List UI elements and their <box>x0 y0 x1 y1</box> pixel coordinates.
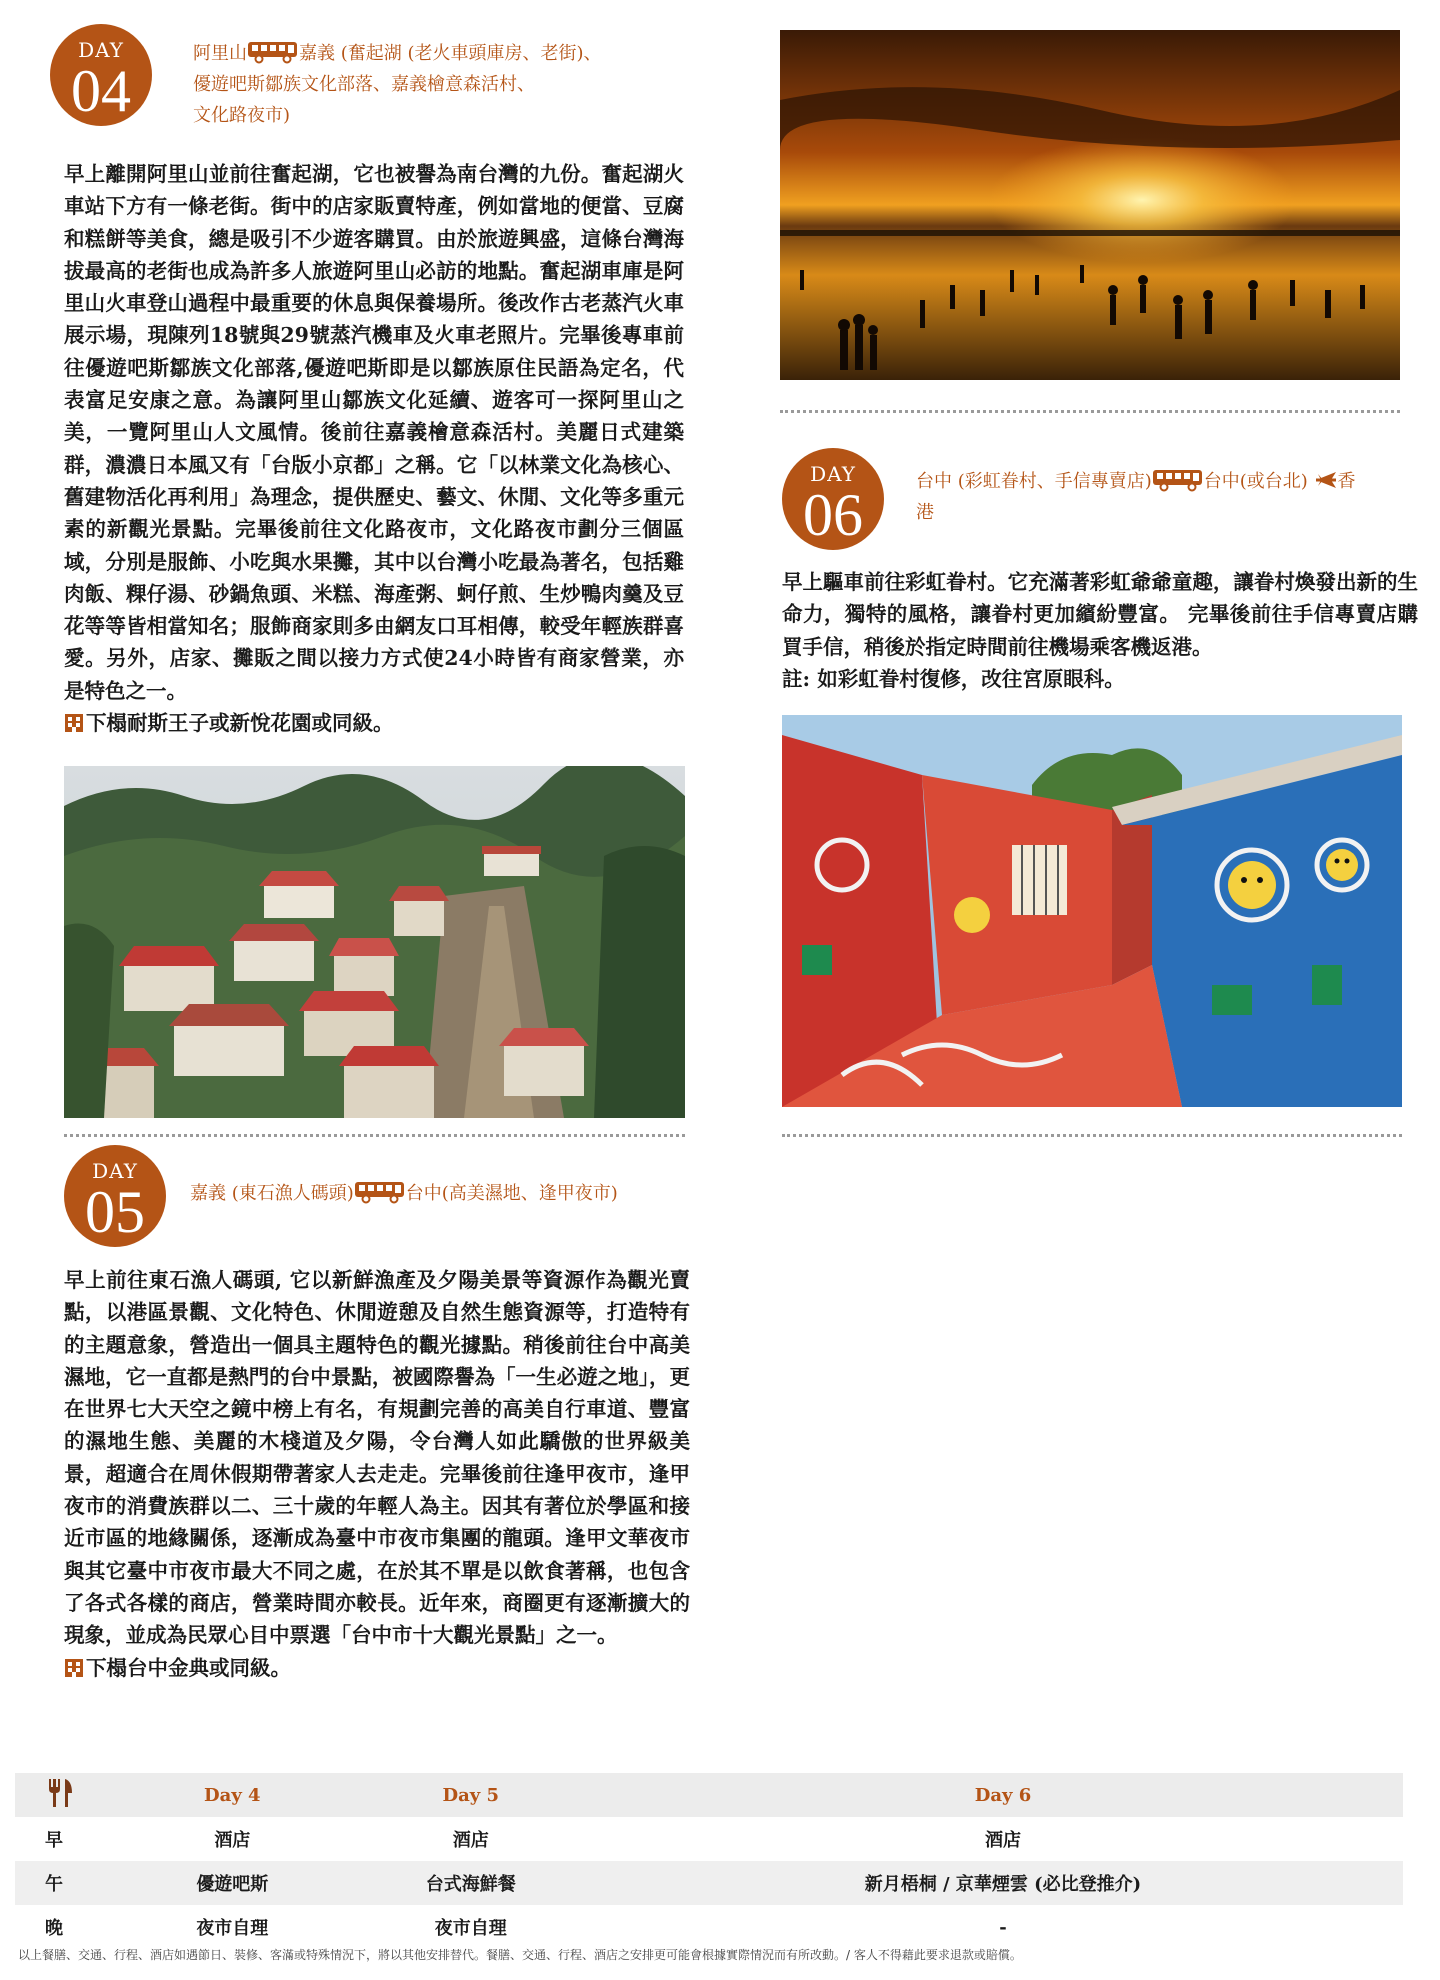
bus-icon <box>1152 468 1204 492</box>
day5-route-to: 台中(高美濕地、逢甲夜市) <box>405 1183 618 1204</box>
meal-cell: 酒店 <box>452 1830 489 1851</box>
day4-route-line2: 優遊吧斯鄒族文化部落、嘉義檜意森活村、 <box>193 74 535 95</box>
meal-cell: 夜市自理 <box>434 1918 507 1939</box>
meal-cell: 夜市自理 <box>196 1918 269 1939</box>
day6-badge <box>782 448 884 550</box>
airplane-icon <box>1314 469 1338 491</box>
meals-row-dinner <box>15 1905 1403 1949</box>
day4-route <box>193 38 663 131</box>
gaomei-sunset-photo <box>780 30 1400 380</box>
meals-table <box>15 1773 1403 1949</box>
day5-body: 早上前往東石漁人碼頭, 它以新鮮漁產及夕陽美景等資源作為觀光賣點，以港區景觀、文化特色、休閒遊憩及自然生態資源等，打造特有的主題意象，營造出一個具主題特色的觀光據點。稍後前往台中高美濕地，它一直都是熱門的台中景點，被國際譽為「一生必遊之地」，更在世界七大天空之鏡中榜上有名，有規劃完善的高美自行車道、豐富的濕地生態、美麗的木棧道及夕陽，令台灣人如此驕傲的世界級美景，超適合在周休假期帶著家人去走走。完畢後前往逢甲夜市，逢甲夜市的消費族群以二、三十歲的年輕人為主。因其有著位於學區和接近市區的地緣關係，逐漸成為臺中市夜市集團的龍頭。逢甲文華夜市與其它臺中市夜市最大不同之處，在於其不單是以飲食著稱，也包含了各式各樣的商店，營業時間亦較長。近年來，商圈更有逐漸擴大的現象，並成為民眾心目中票選「台中市十大觀光景點」之一。 <box>64 1268 690 1648</box>
meal-label: 午 <box>15 1861 126 1905</box>
day5-badge <box>64 1145 166 1247</box>
meals-header-day6: Day 6 <box>603 1773 1403 1817</box>
footnote: 以上餐膳、交通、行程、酒店如遇節日、裝修、客滿或特殊情況下，將以其他安排替代。餐膳、交通、行程、酒店之安排更可能會根據實際情況而有所改動。/ 客人不得藉此要求退款或賠償。 <box>18 1948 1022 1962</box>
day4-description <box>64 158 684 739</box>
day5-hotel-line <box>64 1652 690 1684</box>
meals-row-lunch <box>15 1861 1403 1905</box>
meals-header-row <box>15 1773 1403 1817</box>
meal-cell: - <box>999 1916 1007 1938</box>
day4-body: 早上離開阿里山並前往奮起湖，它也被譽為南台灣的九份。奮起湖火車站下方有一條老街。街中的店家販賣特產，例如當地的便當、豆腐和糕餅等美食，總是吸引不少遊客購買。由於旅遊興盛，這條台灣海拔最高的老街也成為許多人旅遊阿里山必訪的地點。奮起湖車庫是阿里山火車登山過程中最重要的休息與保養場所。後改作古老蒸汽火車展示場，現陳列18號與29號蒸汽機車及火車老照片。完畢後專車前往優遊吧斯鄒族文化部落,優遊吧斯即是以鄒族原住民語為定名，代表富足安康之意。為讓阿里山鄒族文化延續、遊客可一探阿里山之美，一覽阿里山人文風情。後前往嘉義檜意森活村。美麗日式建築群，濃濃日本風又有「台版小京都」之稱。它「以林業文化為核心、舊建物活化再利用」為理念，提供歷史、藝文、休閒、文化等多重元素的新觀光景點。完畢後前往文化路夜市，文化路夜市劃分三個區域，分別是服飾、小吃與水果攤，其中以台灣小吃最為著名，包括雞肉飯、粿仔湯、砂鍋魚頭、米糕、海產粥、蚵仔煎、生炒鴨肉羹及豆花等等皆相當知名；服飾商家則多由網友口耳相傳，較受年輕族群喜愛。另外，店家、攤販之間以接力方式使24小時皆有商家營業，亦是特色之一。 <box>64 162 684 703</box>
day4-route-to: 嘉義 (奮起湖 (老火車頭庫房、老街)、 <box>299 43 602 64</box>
day5-hotel: 下榻台中金典或同級。 <box>86 1655 291 1680</box>
day4-badge <box>50 24 152 126</box>
meals-row-breakfast <box>15 1817 1403 1861</box>
day4-hotel-line <box>64 707 684 739</box>
bus-icon <box>354 1180 406 1204</box>
day6-route-dest: 香 <box>1337 471 1356 492</box>
fork-knife-icon <box>45 1777 75 1809</box>
meals-icon-cell <box>15 1773 126 1817</box>
day6-description <box>782 566 1418 695</box>
meals-header-day5: Day 5 <box>339 1773 603 1817</box>
rainbow-village-photo <box>782 715 1402 1107</box>
day4-badge-number: 04 <box>71 58 131 124</box>
meal-cell: 優遊吧斯 <box>126 1861 339 1905</box>
day6-route-from: 台中 (彩虹眷村、手信專賣店) <box>916 471 1152 492</box>
day4-hotel: 下榻耐斯王子或新悅花園或同級。 <box>86 711 394 736</box>
day5-description <box>64 1264 690 1684</box>
day6-route-line2: 港 <box>916 502 934 523</box>
hotel-icon <box>64 1657 84 1679</box>
day5-badge-label: DAY <box>92 1159 138 1183</box>
alishan-village-photo <box>64 766 685 1118</box>
day6-route <box>916 466 1406 528</box>
day5-route-from: 嘉義 (東石漁人碼頭) <box>190 1183 354 1204</box>
day4-route-from: 阿里山 <box>193 43 247 64</box>
day5-divider-right <box>780 410 1400 413</box>
day4-bottom-divider <box>64 1134 685 1137</box>
day6-badge-number: 06 <box>803 482 863 548</box>
meal-label: 早 <box>45 1830 63 1851</box>
bus-icon <box>247 40 299 64</box>
day4-route-line3: 文化路夜市) <box>193 105 291 126</box>
day6-body: 早上驅車前往彩虹眷村。它充滿著彩虹爺爺童趣，讓眷村煥發出新的生命力，獨特的風格，讓眷村更加繽紛豐富。 完畢後前往手信專賣店購買手信，稍後於指定時間前往機場乘客機返港。 <box>782 570 1418 659</box>
day6-bottom-divider <box>782 1134 1402 1137</box>
meals-header-day4: Day 4 <box>126 1773 339 1817</box>
hotel-icon <box>64 712 84 734</box>
meal-cell: 新月梧桐 / 京華煙雲 (必比登推介) <box>603 1861 1403 1905</box>
day5-badge-number: 05 <box>85 1179 145 1245</box>
meal-label: 晚 <box>45 1918 63 1939</box>
meal-cell: 酒店 <box>214 1830 251 1851</box>
day6-badge-label: DAY <box>810 462 856 486</box>
day6-note: 註: 如彩虹眷村復修，改往宮原眼科。 <box>782 666 1125 691</box>
meal-cell: 台式海鮮餐 <box>339 1861 603 1905</box>
day6-route-to: 台中(或台北) <box>1203 471 1308 492</box>
day4-badge-label: DAY <box>78 38 124 62</box>
meal-cell: 酒店 <box>984 1830 1021 1851</box>
day5-route <box>190 1178 710 1209</box>
